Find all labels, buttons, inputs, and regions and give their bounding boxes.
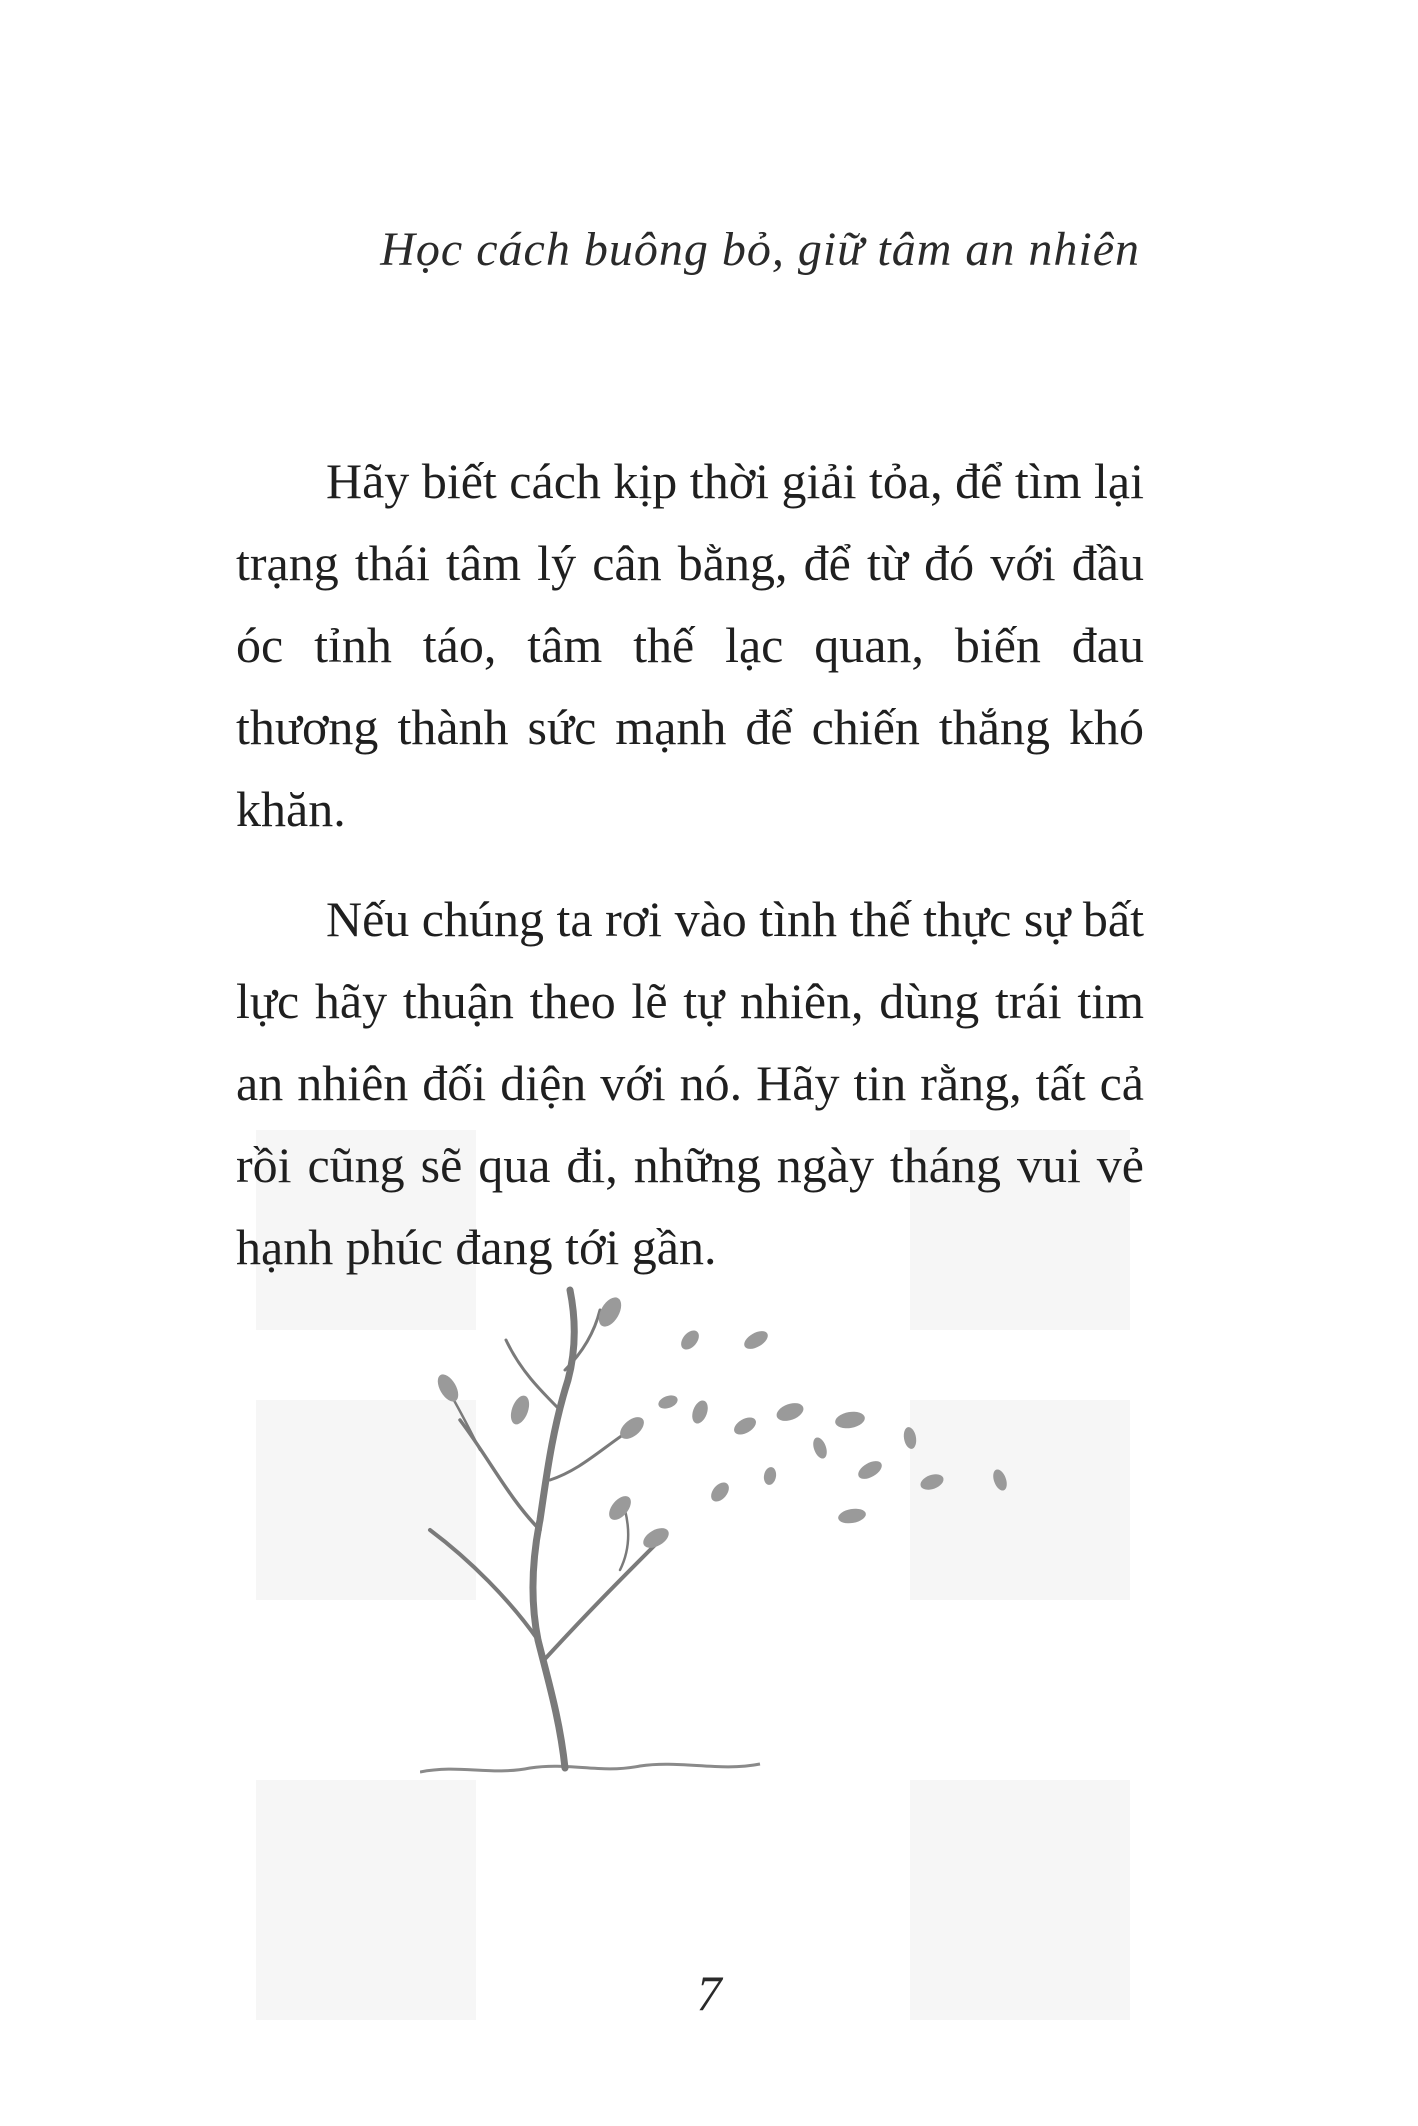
- body-text: [236, 440, 1144, 1316]
- paragraph: Hãy biết cách kịp thời giải tỏa, để tìm lại trạng thái tâm lý cân bằng, để từ đó với đầu óc tỉnh táo, tâm thế lạc quan, biến đau thương thành sức mạnh để chiến thắng khó khăn.: [236, 453, 1144, 837]
- tree-with-falling-leaves-icon: [420, 1280, 1040, 1820]
- running-header-title: Học cách buông bỏ, giữ tâm an nhiên: [380, 223, 1140, 276]
- page-number: 7: [696, 1965, 722, 2021]
- paragraph: Nếu chúng ta rơi vào tình thế thực sự bất lực hãy thuận theo lẽ tự nhiên, dùng trái tim an nhiên đối diện với nó. Hãy tin rằng, tất cả rồi cũng sẽ qua đi, những ngày tháng vui vẻ hạnh phúc đang tới gần.: [236, 891, 1144, 1275]
